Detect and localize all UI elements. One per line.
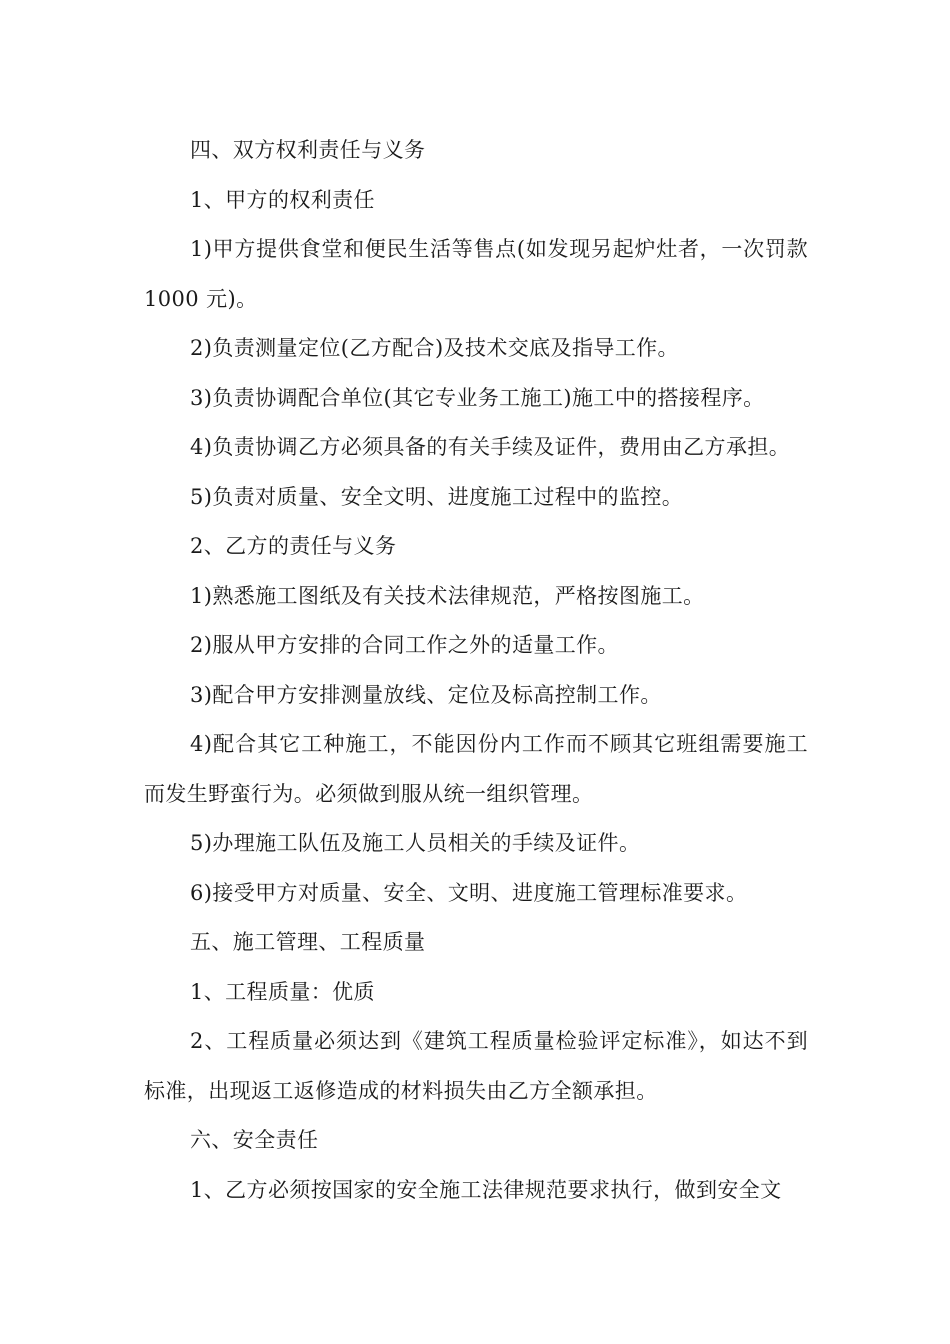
paragraph-a-item-1: 1)甲方提供食堂和便民生活等售点(如发现另起炉灶者，一次罚款 1000 元)。 xyxy=(144,237,808,311)
section-heading-construction-quality: 五、施工管理、工程质量 xyxy=(190,930,426,954)
paragraph-b-item-4: 4)配合其它工种施工，不能因份内工作而不顾其它班组需要施工而发生野蛮行为。必须做到服从统一组织管理。 xyxy=(144,732,808,806)
paragraph-a-item-4: 4)负责协调乙方必须具备的有关手续及证件，费用由乙方承担。 xyxy=(190,435,791,459)
paragraph-a-item-5: 5)负责对质量、安全文明、进度施工过程中的监控。 xyxy=(190,484,684,509)
paragraph-b-item-1: 1)熟悉施工图纸及有关技术法律规范，严格按图施工。 xyxy=(190,583,705,608)
subsection-heading-party-a: 1、甲方的权利责任 xyxy=(190,187,375,212)
paragraph-quality-item-1: 1、工程质量：优质 xyxy=(190,979,375,1004)
subsection-heading-party-b: 2、乙方的责任与义务 xyxy=(190,534,397,558)
paragraph-b-item-5: 5)办理施工队伍及施工人员相关的手续及证件。 xyxy=(190,831,641,855)
paragraph-safety-item-1: 1、乙方必须按国家的安全施工法律规范要求执行，做到安全文 xyxy=(190,1177,782,1202)
paragraph-b-item-3: 3)配合甲方安排测量放线、定位及标高控制工作。 xyxy=(190,682,662,707)
paragraph-quality-item-2: 2、工程质量必须达到《建筑工程质量检验评定标准》，如达不到标准，出现返工返修造成的材料损失由乙方全额承担。 xyxy=(144,1029,808,1103)
section-heading-safety: 六、安全责任 xyxy=(190,1128,319,1152)
paragraph-b-item-6: 6)接受甲方对质量、安全、文明、进度施工管理标准要求。 xyxy=(190,880,748,905)
paragraph-b-item-2: 2)服从甲方安排的合同工作之外的适量工作。 xyxy=(190,633,619,657)
paragraph-a-item-2: 2)负责测量定位(乙方配合)及技术交底及指导工作。 xyxy=(190,336,679,360)
paragraph-a-item-3: 3)负责协调配合单位(其它专业务工施工)施工中的搭接程序。 xyxy=(190,385,765,410)
section-heading-rights-obligations: 四、双方权利责任与义务 xyxy=(190,138,426,162)
document-body xyxy=(144,126,808,1215)
